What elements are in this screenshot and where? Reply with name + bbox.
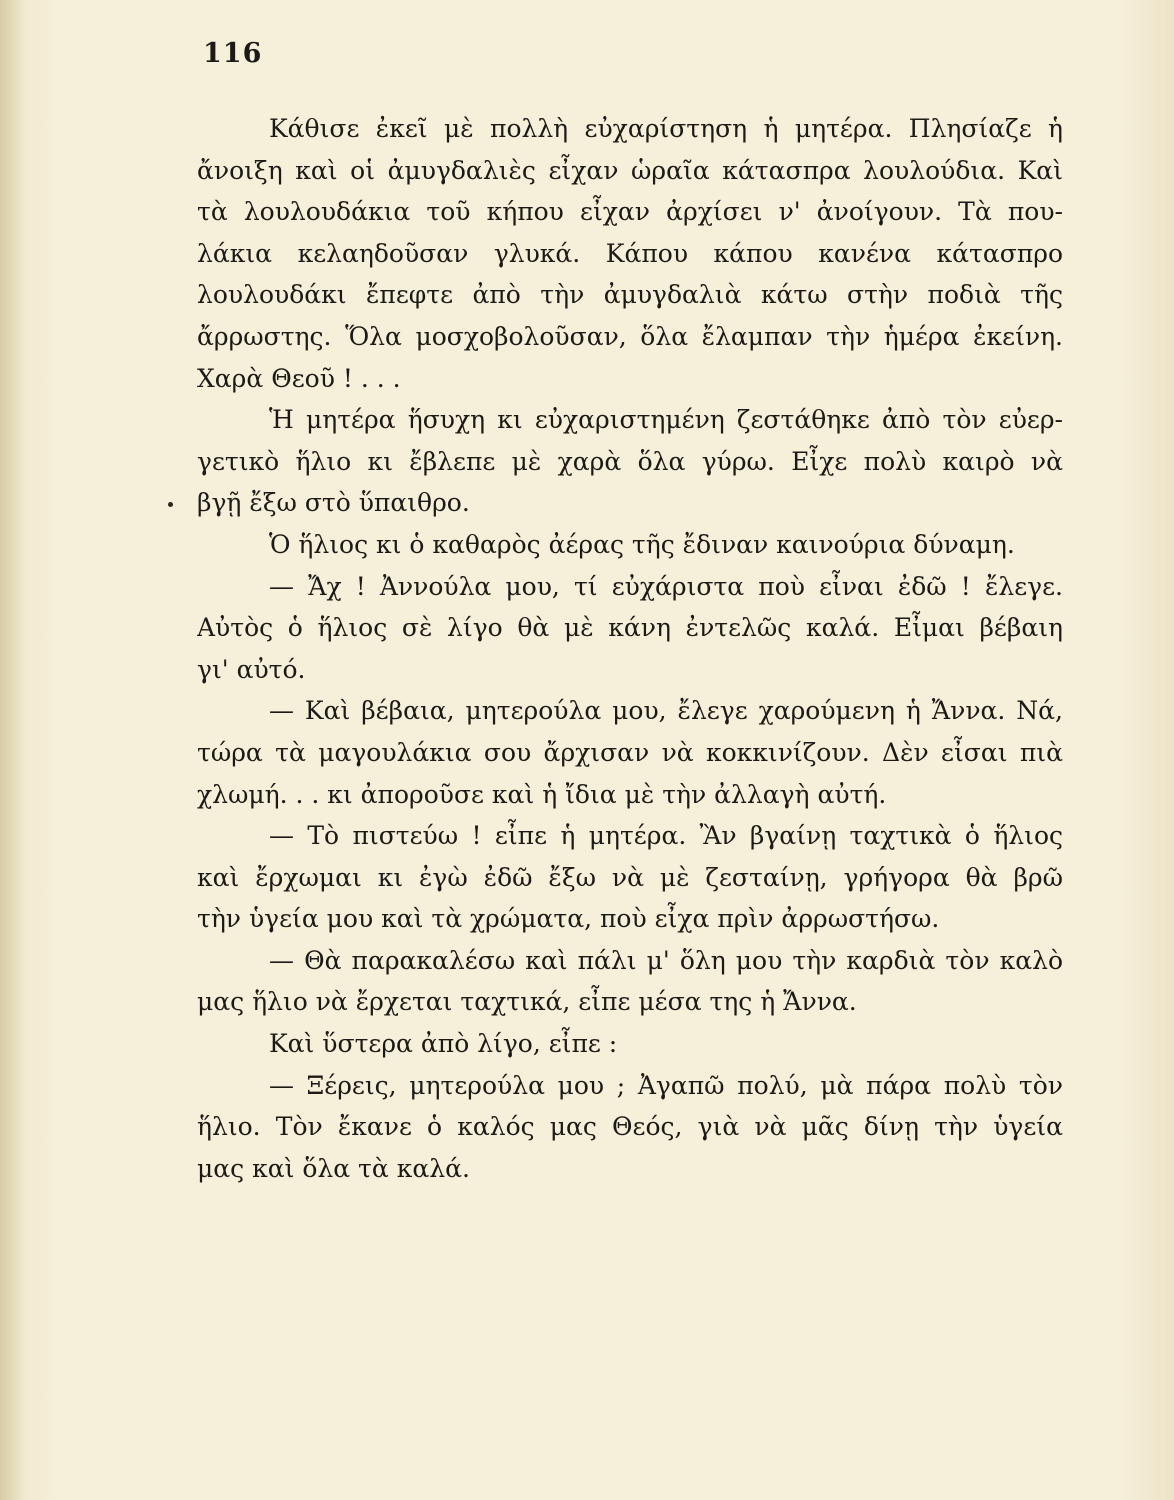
- text-line: καὶ ἔρχωμαι κι ἐγὼ ἐδῶ ἔξω νὰ μὲ ζεσταίνῃ, γρήγορα θὰ βρῶ: [197, 862, 1063, 892]
- text-line: τὴν ὑγεία μου καὶ τὰ χρώματα, ποὺ εἶχα πρὶν ἀρρωστήσω.: [197, 904, 940, 934]
- text-line: ἄρρωστης. Ὅλα μοσχοβολοῦσαν, ὅλα ἔλαμπαν τὴν ἡμέρα ἐκείνη.: [197, 321, 1063, 351]
- text-line: — Θὰ παρακαλέσω καὶ πάλι μ' ὅλη μου τὴν καρδιὰ τὸν καλὸ: [269, 945, 1063, 975]
- text-line: Αὐτὸς ὁ ἥλιος σὲ λίγο θὰ μὲ κάνη ἐντελῶς καλά. Εἶμαι βέβαιη: [197, 613, 1063, 643]
- page-number: 116: [203, 38, 263, 69]
- text-line: — Καὶ βέβαια, μητερούλα μου, ἔλεγε χαρούμενη ἡ Ἄννα. Νά,: [269, 696, 1063, 726]
- text-line: Κάθισε ἐκεῖ μὲ πολλὴ εὐχαρίστηση ἡ μητέρα. Πλησίαζε ἡ: [269, 114, 1063, 143]
- text-line: γετικὸ ἥλιο κι ἔβλεπε μὲ χαρὰ ὅλα γύρω. Εἶχε πολὺ καιρὸ νὰ: [197, 446, 1063, 476]
- text-line: μας καὶ ὅλα τὰ καλά.: [197, 1153, 470, 1183]
- text-line: — Ἄχ ! Ἀννούλα μου, τί εὐχάριστα ποὺ εἶναι ἐδῶ ! ἔλεγε.: [269, 571, 1063, 601]
- text-line: — Ξέρεις, μητερούλα μου ; Ἀγαπῶ πολύ, μὰ πάρα πολὺ τὸν: [269, 1070, 1063, 1100]
- page-text: [197, 108, 1063, 1189]
- text-line: Χαρὰ Θεοῦ ! . . .: [197, 363, 401, 393]
- text-line: ἥλιο. Τὸν ἔκανε ὁ καλός μας Θεός, γιὰ νὰ μᾶς δίνῃ τὴν ὑγεία: [197, 1112, 1063, 1142]
- text-line: Ἡ μητέρα ἥσυχη κι εὐχαριστημένη ζεστάθηκε ἀπὸ τὸν εὐερ-: [269, 405, 1063, 435]
- text-line: τώρα τὰ μαγουλάκια σου ἄρχισαν νὰ κοκκινίζουν. Δὲν εἶσαι πιὰ: [197, 737, 1063, 767]
- text-line: τὰ λουλουδάκια τοῦ κήπου εἶχαν ἀρχίσει ν' ἀνοίγουν. Τὰ που-: [197, 197, 1063, 227]
- text-line: μας ἥλιο νὰ ἔρχεται ταχτικά, εἶπε μέσα της ἡ Ἄννα.: [197, 987, 857, 1017]
- text-line: βγῇ ἔξω στὸ ὕπαιθρο.: [197, 488, 470, 518]
- text-line: λουλουδάκι ἔπεφτε ἀπὸ τὴν ἀμυγδαλιὰ κάτω στὴν ποδιὰ τῆς: [197, 280, 1063, 310]
- text-line: — Τὸ πιστεύω ! εἶπε ἡ μητέρα. Ἂν βγαίνῃ ταχτικὰ ὁ ἥλιος: [269, 821, 1063, 851]
- text-line: χλωμή. . . κι ἀποροῦσε καὶ ἡ ἴδια μὲ τὴν ἀλλαγὴ αὐτή.: [197, 779, 887, 809]
- margin-mark: [168, 502, 173, 507]
- text-line: Καὶ ὕστερα ἀπὸ λίγο, εἶπε :: [269, 1029, 618, 1059]
- text-line: Ὁ ἥλιος κι ὁ καθαρὸς ἀέρας τῆς ἔδιναν καινούρια δύναμη.: [269, 529, 1015, 559]
- text-line: λάκια κελαηδοῦσαν γλυκά. Κάπου κάπου κανένα κάτασπρο: [197, 238, 1063, 268]
- text-line: γι' αὐτό.: [197, 654, 306, 684]
- text-line: ἄνοιξη καὶ οἱ ἀμυγδαλιὲς εἶχαν ὡραῖα κάτασπρα λουλούδια. Καὶ: [197, 155, 1063, 185]
